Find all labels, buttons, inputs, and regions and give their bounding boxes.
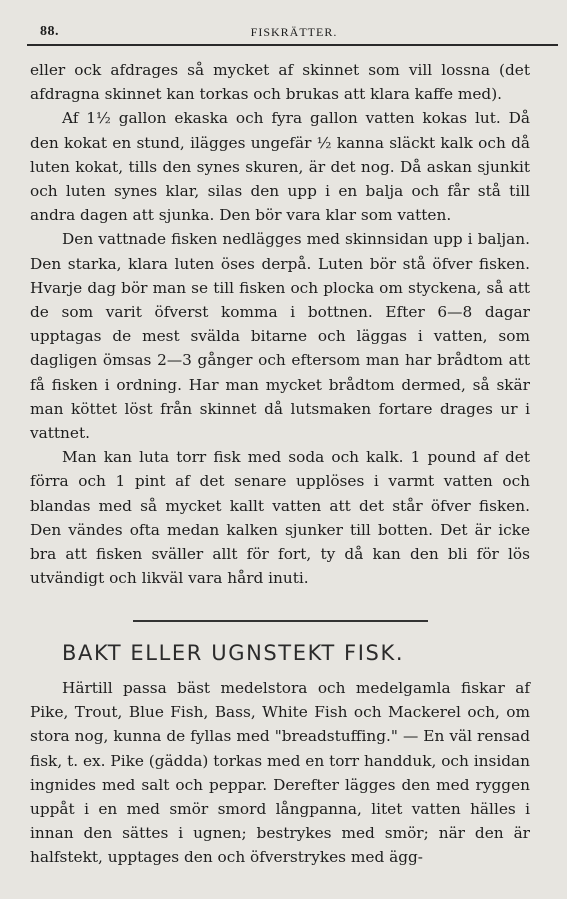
header-rule	[27, 44, 558, 46]
paragraph: Man kan luta torr fisk med soda och kalk. 1 pound af det förra och 1 pint af det senare upplöses i varmt vatten och blandas med så mycket kallt vatten att det står öfver fisken. Den vändes ofta medan kalken sjunker till botten. Det är icke bra att fisken sväller allt för fort, ty då kan den bli för lös utvändigt och likväl vara hård inuti.	[30, 448, 530, 588]
page-header	[40, 18, 557, 40]
paragraph: Härtill passa bäst medelstora och medelgamla fiskar af Pike, Trout, Blue Fish, Bass, White Fish och Mackerel och, om stora nog, kunna de fyllas med "breadstuffing." — En väl rensad fisk, t. ex. Pike (gädda) torkas med en torr handduk, och insidan ingnides med salt och peppar. Derefter lägges den med ryggen uppåt i en med smör smord långpanna, litet vatten hälles i innan den sättes i ugnen; bestrykes med smör; när den är halfstekt, upptages den och öfverstrykes med ägg-	[30, 679, 530, 867]
main-text	[30, 58, 530, 590]
paragraph: Af 1½ gallon ekaska och fyra gallon vatten kokas lut. Då den kokat en stund, ilägges ungefär ½ kanna släckt kalk och då luten kokat, tills den synes skuren, är det nog. Då askan sjunkit och luten synes klar, silas den upp i en balja och får stå till andra dagen att sjunka. Den bör vara klar som vatten.	[30, 109, 530, 225]
paragraph: eller ock afdrages så mycket af skinnet som vill lossna (det afdragna skinnet kan torkas och brukas att klara kaffe med).	[30, 61, 530, 104]
page-number: 88.	[40, 24, 59, 39]
running-title: FISKRÄTTER.	[250, 25, 338, 39]
section-divider	[133, 620, 428, 622]
paragraph: Den vattnade fisken nedlägges med skinnsidan upp i baljan. Den starka, klara luten öses derpå. Luten bör stå öfver fisken. Hvarje dag bör man se till fisken och plocka om styckena, så att de som varit öfverst komma i bottnen. Efter 6—8 dagar upptagas de mest svälda bitarne och läggas i vatten, som dagligen ömsas 2—3 gånger och eftersom man har brådtom att få fisken i ordning. Har man mycket brådtom dermed, så skär man köttet löst från skinnet då lutsmaken fortare drages ur i vattnet.	[30, 230, 530, 443]
section-text	[30, 676, 530, 870]
section-heading: BAKT ELLER UGNSTEKT FISK.	[62, 641, 405, 665]
